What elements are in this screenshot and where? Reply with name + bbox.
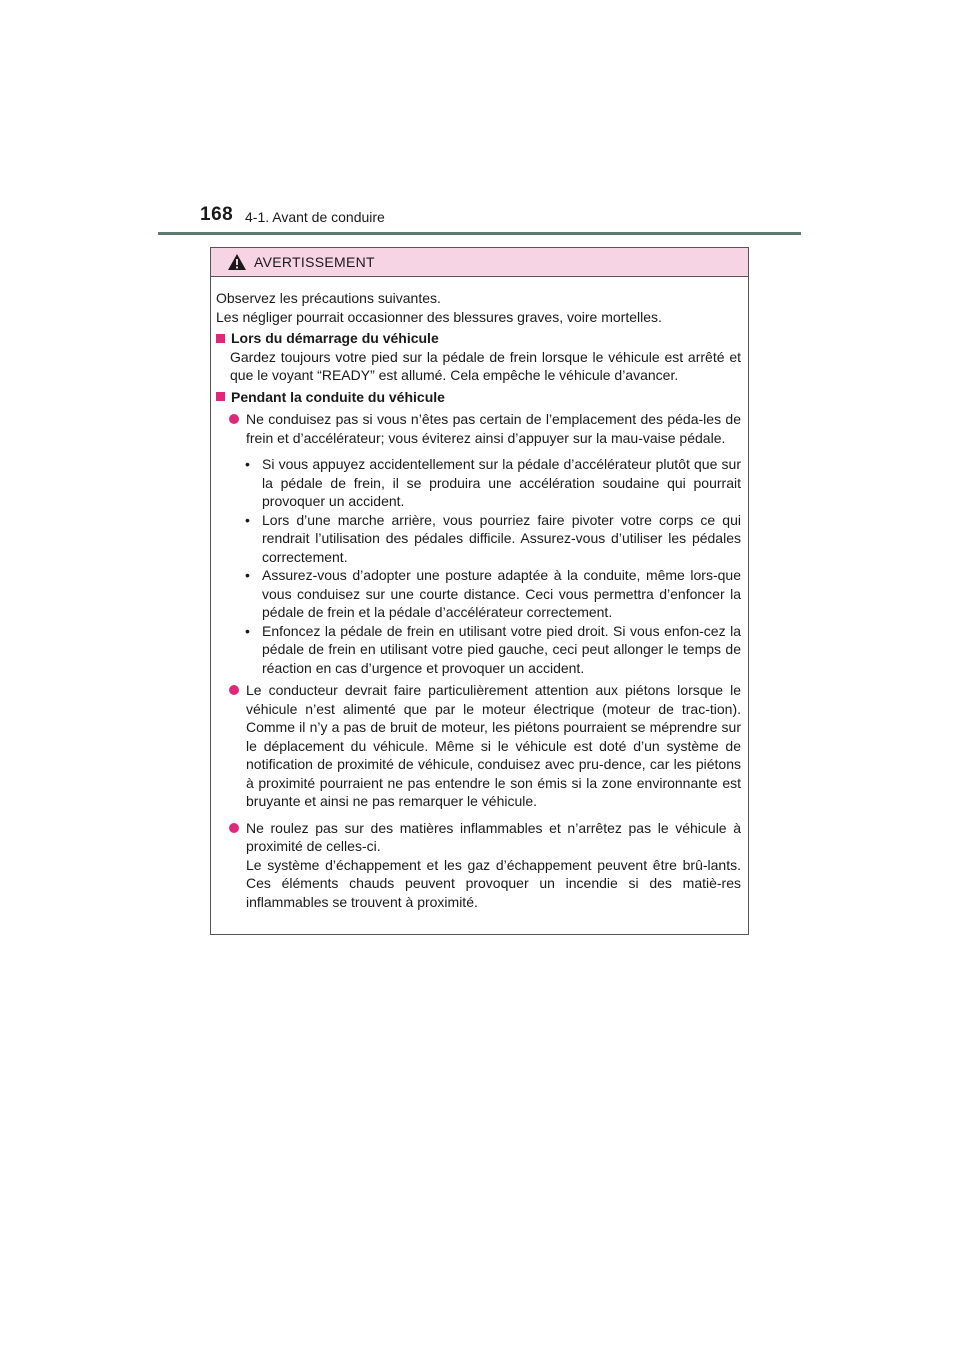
list-item	[216, 410, 741, 447]
list-item-text: Le système d’échappement et les gaz d’échappement peuvent être brû-lants. Ces éléments chauds peuvent provoquer un incendie si des matiè-res inflammables se trouvent à proximité.	[246, 856, 741, 910]
circle-bullet-icon	[229, 823, 239, 833]
section-heading-driving-text: Pendant la conduite du véhicule	[231, 388, 445, 405]
header-rule	[158, 232, 801, 235]
bullet-icon: •	[245, 456, 250, 472]
warning-triangle-icon	[227, 253, 247, 271]
warning-body	[211, 277, 748, 911]
sub-list-item	[216, 511, 741, 567]
warning-title: AVERTISSEMENT	[254, 254, 375, 270]
intro-line-2: Les négliger pourrait occasionner des blessures graves, voire mortelles.	[216, 308, 662, 325]
section-title: 4-1. Avant de conduire	[245, 209, 385, 225]
sub-list-item	[216, 622, 741, 678]
page-number: 168	[200, 204, 234, 225]
circle-bullet-icon	[229, 414, 239, 424]
warning-header	[211, 248, 748, 277]
list-item-text: Le conducteur devrait faire particulièrement attention aux piétons lorsque le véhicule n’est alimenté que par le moteur électrique (moteur de trac-tion). Comme il n’y a pas de bruit de moteur, les piétons pourraient se méprendre sur le déplacement du véhicule. Même si le véhicule est doté d’un système de notification de proximité de véhicule, conduisez avec pru-dence, car les piétons à proximité pourraient ne pas entendre le son émis si la zone environnante est bruyante et ainsi ne pas remarquer le véhicule.	[246, 682, 741, 809]
section-heading-driving	[216, 388, 741, 407]
sub-list-item	[216, 566, 741, 622]
sub-list-item-text: Si vous appuyez accidentellement sur la pédale d’accélérateur plutôt que sur la pédale de frein, il se produira une accélération soudaine qui pourrait provoquer un accident.	[262, 456, 741, 509]
section-heading-start-text: Lors du démarrage du véhicule	[231, 330, 439, 346]
sub-list-item	[216, 455, 741, 511]
section-heading-start	[216, 329, 741, 348]
sub-list-item-text: Enfoncez la pédale de frein en utilisant votre pied droit. Si vous enfon-cez la pédale de frein en utilisant votre pied gauche, ceci peut allonger le temps de réaction en cas d’urgence et provoquer un accident.	[262, 622, 741, 676]
list-item-text: Ne conduisez pas si vous n’êtes pas certain de l’emplacement des péda-les de frein et d’accélérateur; vous éviterez ainsi d’appuyer sur la mau-vaise pédale.	[246, 411, 741, 446]
list-item-text: Ne roulez pas sur des matières inflammables et n’arrêtez pas le véhicule à proximité de celles-ci.	[246, 819, 741, 854]
list-item	[216, 681, 741, 811]
bullet-icon: •	[245, 622, 250, 639]
circle-bullet-icon	[229, 685, 239, 695]
section-start-text: Gardez toujours votre pied sur la pédale de frein lorsque le véhicule est arrêté et que le voyant “READY” est allumé. Cela empêche le véhicule d’avancer.	[230, 348, 741, 383]
warning-box	[210, 247, 749, 935]
intro-line-1: Observez les précautions suivantes.	[216, 290, 441, 306]
sub-list-item-text: Lors d’une marche arrière, vous pourriez faire pivoter votre corps ce qui rendrait l’utilisation des pédales difficile. Assurez-vous d’utiliser les pédales correctement.	[262, 511, 741, 565]
square-bullet-icon	[216, 334, 225, 343]
sub-list-item-text: Assurez-vous d’adopter une posture adaptée à la conduite, même lors-que vous conduisez sur une courte distance. Ceci vous permettra d’enfoncer la pédale de frein et la pédale d’accélérateur correctement.	[262, 567, 741, 620]
square-bullet-icon	[216, 392, 225, 401]
bullet-icon: •	[245, 511, 250, 528]
list-item	[216, 819, 741, 912]
bullet-icon: •	[245, 567, 250, 583]
